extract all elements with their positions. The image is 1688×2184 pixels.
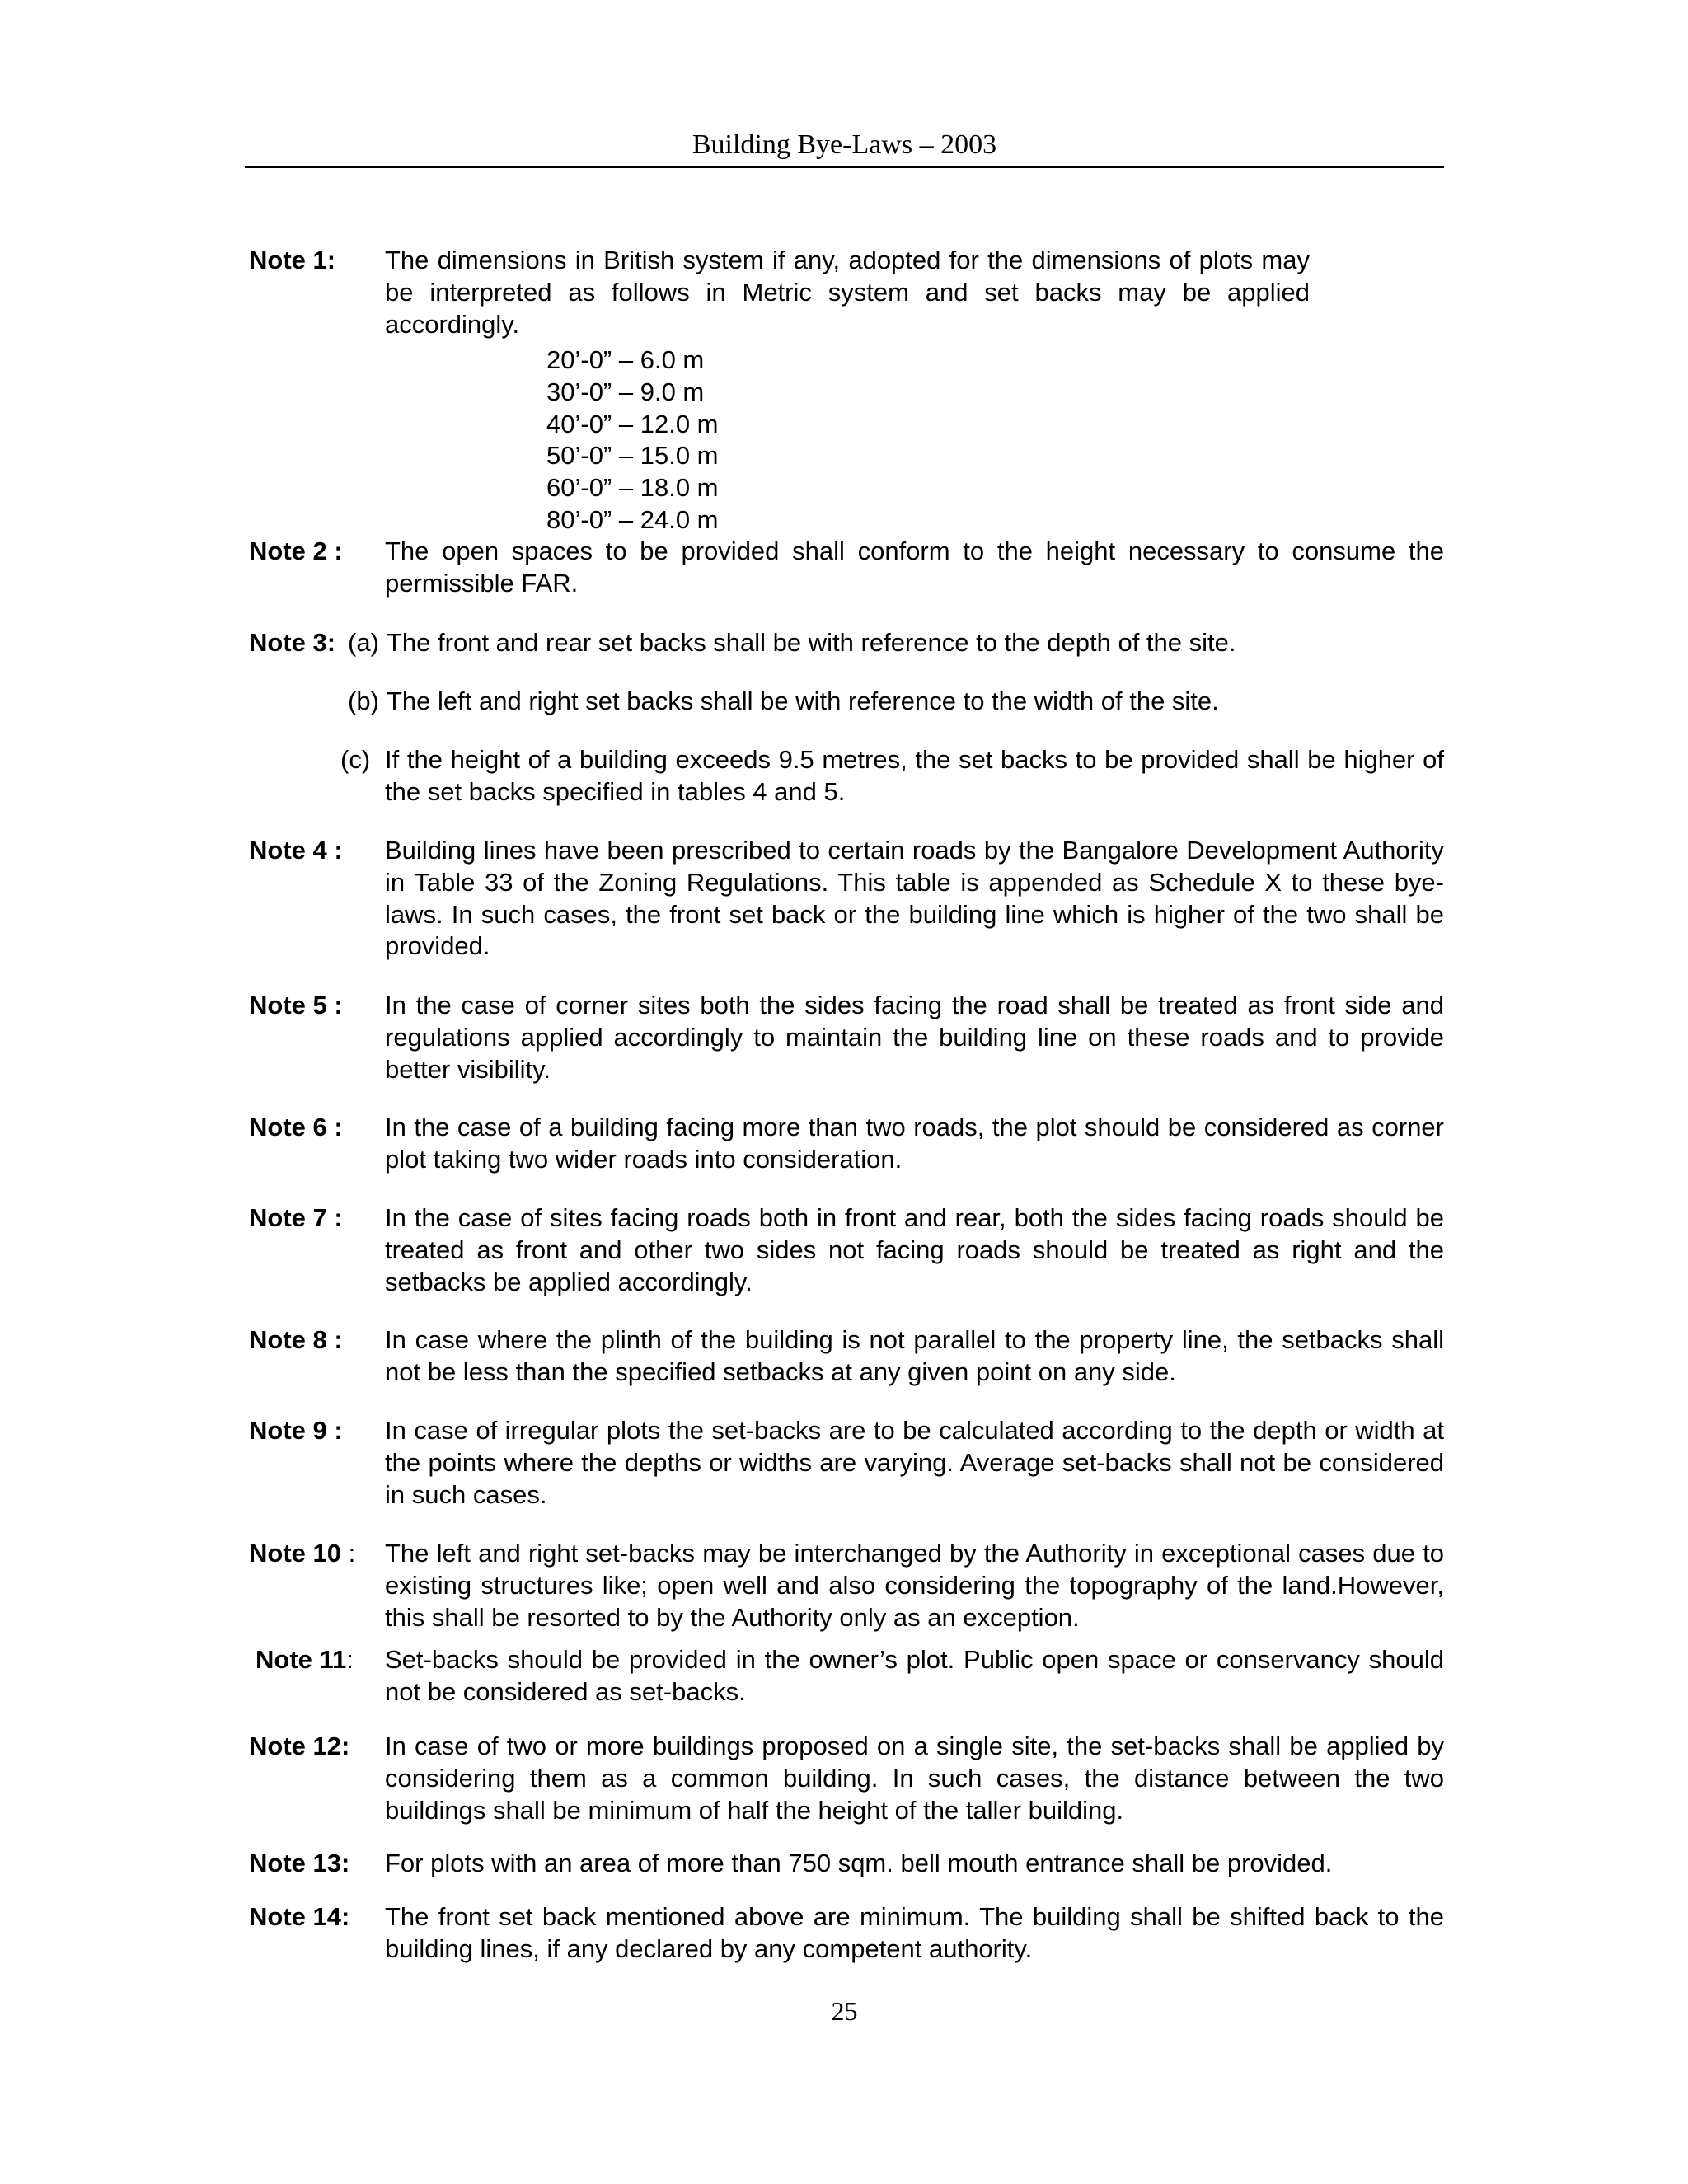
note-14-text: The front set back mentioned above are minimum. The building shall be shifted back to the building lines, if any declared by any competent authority. bbox=[385, 1902, 1444, 1963]
note-6-text: In the case of a building facing more than two roads, the plot should be considered as corner plot taking two wider roads into consideration. bbox=[385, 1113, 1444, 1174]
note-12-label: Note 12: bbox=[249, 1732, 350, 1760]
note-3-a-marker: (a) bbox=[348, 628, 379, 657]
note-3-b-marker: (b) bbox=[348, 687, 379, 715]
page-number: 25 bbox=[831, 1996, 858, 2026]
note-13-text: For plots with an area of more than 750 sqm. bell mouth entrance shall be provided. bbox=[385, 1849, 1333, 1877]
note-4-text: Building lines have been prescribed to certain roads by the Bangalore Development Authority in Table 33 of the Zoning Regulations. This table is appended as Schedule X to these bye-laws. In such cases, the front set back or the building line which is higher of the two shall be provided. bbox=[385, 836, 1444, 961]
note-2-label: Note 2 : bbox=[249, 537, 343, 565]
note-14-label: Note 14: bbox=[249, 1902, 350, 1931]
note-12-text: In case of two or more buildings proposed on a single site, the set-backs shall be applied by considering them as a common building. In such cases, the distance between the two buildings shall be minimum of half the height of the taller building. bbox=[385, 1732, 1444, 1825]
conversion-item: 50’-0” – 15.0 m bbox=[546, 441, 719, 471]
note-9-label: Note 9 : bbox=[249, 1416, 343, 1445]
header-rule bbox=[245, 166, 1444, 168]
note-3-c-marker: (c) bbox=[340, 745, 371, 774]
note-9-text: In case of irregular plots the set-backs are to be calculated according to the depth or width at the points where the depths or widths are varying. Average set-backs shall not be considered in such cases. bbox=[385, 1416, 1444, 1509]
note-11-label-text: Note 11 bbox=[256, 1645, 347, 1674]
note-3-a-text: The front and rear set backs shall be with reference to the depth of the site. bbox=[387, 628, 1236, 657]
note-3-c-text: If the height of a building exceeds 9.5 metres, the set backs to be provided shall be higher of the set backs specified in tables 4 and 5. bbox=[385, 745, 1444, 806]
note-4-label: Note 4 : bbox=[249, 836, 343, 865]
conversion-item: 20’-0” – 6.0 m bbox=[546, 345, 705, 374]
note-8-text: In case where the plinth of the building is not parallel to the property line, the setbacks shall not be less than the specified setbacks at any given point on any side. bbox=[385, 1325, 1444, 1386]
note-1-label: Note 1: bbox=[249, 246, 336, 274]
note-3-label: Note 3: bbox=[249, 628, 336, 657]
conversion-list bbox=[546, 344, 719, 537]
note-2-text: The open spaces to be provided shall conform to the height necessary to consume the permissible FAR. bbox=[385, 537, 1444, 598]
conversion-item: 80’-0” – 24.0 m bbox=[546, 504, 719, 534]
conversion-item: 40’-0” – 12.0 m bbox=[546, 409, 719, 438]
note-5-text: In the case of corner sites both the sides facing the road shall be treated as front side and regulations applied accordingly to maintain the building line on these roads and to provide better visibility. bbox=[385, 991, 1444, 1084]
page-header: Building Bye-Laws – 2003 bbox=[692, 129, 997, 160]
note-7-label: Note 7 : bbox=[249, 1203, 343, 1232]
note-6-label: Note 6 : bbox=[249, 1113, 343, 1141]
conversion-item: 30’-0” – 9.0 m bbox=[546, 377, 705, 406]
note-8-label: Note 8 : bbox=[249, 1325, 343, 1354]
note-5-label: Note 5 : bbox=[249, 991, 343, 1019]
note-10-label bbox=[249, 1538, 355, 1570]
note-3-b-text: The left and right set backs shall be with reference to the width of the site. bbox=[387, 687, 1219, 715]
note-11-label-colon: : bbox=[346, 1645, 354, 1674]
note-10-label-colon: : bbox=[340, 1539, 356, 1568]
note-1-text: The dimensions in British system if any, adopted for the dimensions of plots may be interpreted as follows in Metric system and set backs may be applied accordingly. bbox=[385, 246, 1310, 339]
note-7-text: In the case of sites facing roads both in front and rear, both the sides facing roads should be treated as front and other two sides not facing roads should be treated as right and the setbacks be applied accordingly. bbox=[385, 1203, 1444, 1296]
note-10-label-text: Note 10 bbox=[249, 1539, 341, 1568]
note-13-label: Note 13: bbox=[249, 1849, 350, 1877]
note-11-text: Set-backs should be provided in the owner’s plot. Public open space or conservancy should not be considered as set-backs. bbox=[385, 1645, 1444, 1706]
note-10-text: The left and right set-backs may be interchanged by the Authority in exceptional cases due to existing structures like; open well and also considering the topography of the land.However, this shall be resorted to by the Authority only as an exception. bbox=[385, 1539, 1444, 1632]
conversion-item: 60’-0” – 18.0 m bbox=[546, 473, 719, 503]
note-11-label bbox=[256, 1644, 354, 1676]
